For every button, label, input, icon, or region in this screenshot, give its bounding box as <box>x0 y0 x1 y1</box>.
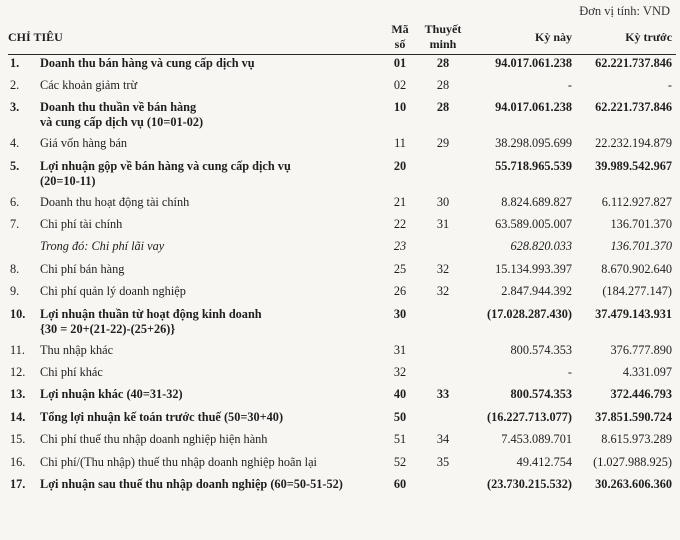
table-row: 1. Doanh thu bán hàng và cung cấp dịch vụ 01 28 94.017.061.238 62.221.737.846 <box>10 56 673 70</box>
header-note: Thuyết minh <box>418 20 468 55</box>
table-row: 15. Chi phí thuế thu nhập doanh nghiệp hiện hành 51 34 7.453.089.701 8.615.973.289 <box>10 432 673 447</box>
table-row: 2. Các khoản giảm trừ 02 28 - - <box>10 77 673 92</box>
header-previous-period: Kỳ trước <box>576 20 676 55</box>
unit-label: Đơn vị tính: VND <box>579 4 670 18</box>
table-row: 6. Doanh thu hoạt động tài chính 21 30 8.824.689.827 6.112.927.827 <box>10 194 673 209</box>
table-row: 14. Tổng lợi nhuận kế toán trước thuế (50=30+40) 50 (16.227.713.077) 37.851.590.724 <box>10 409 673 424</box>
table-row: 9. Chi phí quản lý doanh nghiệp 26 32 2.847.944.392 (184.277.147) <box>10 284 673 299</box>
table-row: 16. Chi phí/(Thu nhập) thuế thu nhập doanh nghiệp hoãn lại 52 35 49.412.754 (1.027.988.925) <box>10 454 673 469</box>
table-row: 10. Lợi nhuận thuần từ hoạt động kinh doanh {30 = 20+(21-22)-(25+26)} 30 (17.028.287.430) 37.479.143.931 <box>10 306 673 336</box>
header-code: Mã số <box>382 20 418 55</box>
table-row: Trong đó: Chi phí lãi vay 23 628.820.033 136.701.370 <box>40 239 673 254</box>
header-current-period: Kỳ này <box>468 20 576 55</box>
table-row: 12. Chi phí khác 32 - 4.331.097 <box>10 365 673 380</box>
table-row: 5. Lợi nhuận gộp về bán hàng và cung cấp dịch vụ (20=10-11) 20 55.718.965.539 39.989.542.967 <box>10 158 673 188</box>
income-statement-table <box>8 20 676 498</box>
table-row: 4. Giá vốn hàng bán 11 29 38.298.095.699 22.232.194.879 <box>10 136 673 151</box>
table-row: 3. Doanh thu thuần về bán hàng và cung cấp dịch vụ (10=01-02) 10 28 94.017.061.238 62.221.737.846 <box>10 100 673 130</box>
table-row: 13. Lợi nhuận khác (40=31-32) 40 33 800.574.353 372.446.793 <box>10 387 673 402</box>
table-row: 17. Lợi nhuận sau thuế thu nhập doanh nghiệp (60=50-51-52) 60 (23.730.215.532) 30.263.606.360 <box>10 476 673 491</box>
table-row: 11. Thu nhập khác 31 800.574.353 376.777.890 <box>10 342 673 357</box>
table-row: 7. Chi phí tài chính 22 31 63.589.005.007 136.701.370 <box>10 217 673 232</box>
table-row: 8. Chi phí bán hàng 25 32 15.134.993.397 8.670.902.640 <box>10 261 673 276</box>
table-header-row <box>8 20 676 55</box>
header-item: CHỈ TIÊU <box>8 20 382 55</box>
